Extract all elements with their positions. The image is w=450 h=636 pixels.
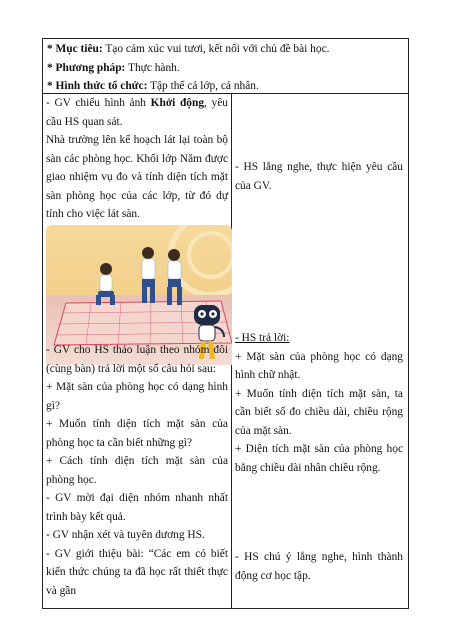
question-1: + Mặt sàn của phòng học có dạng hình gì? xyxy=(46,381,228,412)
format-line: * Hình thức tổ chức: Tập thể cả lớp, cá nhân. xyxy=(47,80,259,92)
lesson-table xyxy=(42,38,408,608)
teacher-block-1 xyxy=(46,94,228,224)
invite-group: - GV mời đại diện nhóm nhanh nhất trình bày kết quả. xyxy=(46,492,228,523)
teacher-intro: - GV chiếu hình ảnh Khởi động, yêu cầu HS quan sát. xyxy=(46,97,228,128)
answer-2: + Muốn tính diện tích mặt sàn, ta cần biết số đo chiều dài, chiều rộng của mặt sàn. xyxy=(235,387,403,437)
student-answers xyxy=(235,329,403,477)
answer-label: - HS trả lời: xyxy=(235,332,290,344)
method-line: * Phương pháp: Thực hành. xyxy=(47,61,180,74)
header-row xyxy=(47,40,403,96)
question-2: + Muốn tính diện tích mặt sàn của phòng học ta cần biết những gì? xyxy=(46,418,228,449)
answer-1: + Mặt sàn của phòng học có dạng hình chữ nhật. xyxy=(235,350,403,381)
story-text: Nhà trường lên kế hoạch lát lại toàn bộ sàn các phòng học. Khối lớp Năm được giao nhiệm vụ đo và tính diện tích mặt sàn phòng học của các lớp, từ đó dự tính cho việc lát sàn. xyxy=(46,134,228,220)
teacher-block-2 xyxy=(46,341,228,600)
objective-line: * Mục tiêu: Tạo cảm xúc vui tươi, kết nối với chủ đề bài học. xyxy=(47,43,330,55)
answer-3: + Diện tích mặt sàn của phòng học bằng chiều dài nhân chiều rộng. xyxy=(235,443,403,474)
lesson-introduction: - GV giới thiệu bài: “Các em có biết kiến thức chúng ta đã học rất thiết thực và gần xyxy=(46,547,228,597)
discussion-prompt: - GV cho HS thảo luận theo nhóm đôi (cùng bàn) trả lời một số câu hỏi sau: xyxy=(46,344,228,375)
student-response-1: - HS lắng nghe, thực hiện yêu cầu của GV. xyxy=(235,161,403,192)
student-response-last: - HS chú ý lắng nghe, hình thành động cơ học tập. xyxy=(235,551,403,582)
question-3: + Cách tính diện tích mặt sàn của phòng học. xyxy=(46,455,228,486)
teacher-praise: - GV nhận xét và tuyên dương HS. xyxy=(46,529,205,541)
